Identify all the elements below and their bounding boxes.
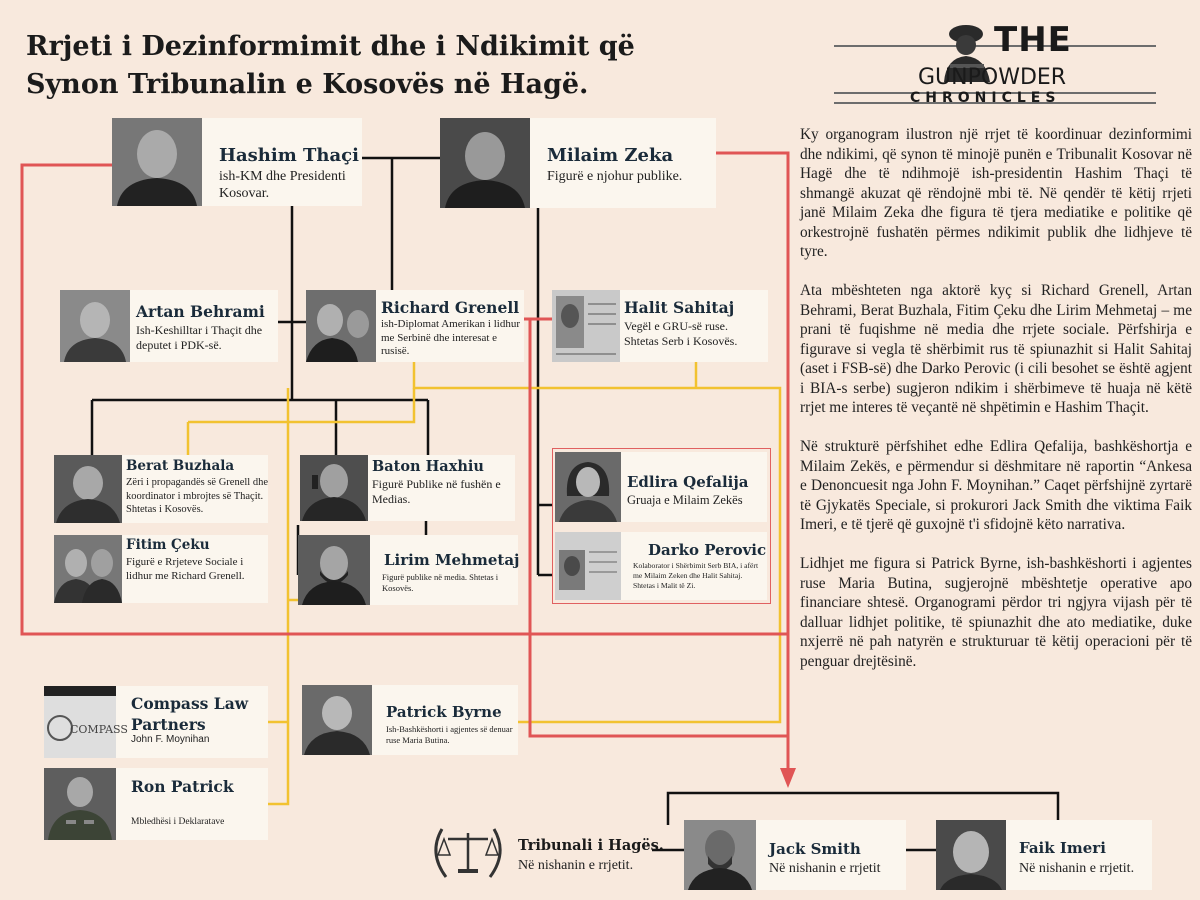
role-hashim-thaci: ish-KM dhe Presidenti Kosovar.: [219, 169, 346, 201]
card-edlira-qefalija: [555, 452, 767, 522]
role-richard-grenell: ish-Diplomat Amerikan i lidhur me Serbinë dhe interesat e rusisë.: [381, 318, 521, 357]
card-faik-imeri: [936, 820, 1152, 890]
card-milaim-zeka: [440, 118, 716, 208]
name-milaim-zeka: Milaim Zeka: [547, 145, 674, 166]
role-fitim-ceku: Figurë e Rrjeteve Sociale i lidhur me Richard Grenell.: [126, 556, 245, 582]
role-darko-perovic: Kolaborator i Shërbimit Serb BIA, i afërt me Milaim Zeken dhe Halit Sahitaj. Shtetas i Malit të Zi.: [633, 561, 759, 590]
description-paragraph-3: Në strukturë përfshihet edhe Edlira Qefalija, bashkëshortja e Milaim Zekës, e përmendur si dëshmitare në raportin “Ankesa e Denoncuesit nga John F. Moynihan.” Caqet përfshijnë zyrtarë të Gjykatës Speciale, si prokurori Jack Smith dhe viktima Faik Imeri, e të tjerë që guxojnë t'i sfidojnë këto narrativa.: [800, 438, 1192, 533]
portrait-darko-perovic: [555, 532, 621, 600]
logo-chronicles: CHRONICLES: [910, 90, 1061, 106]
name-halit-sahitaj: Halit Sahitaj: [624, 298, 735, 317]
description-paragraph-1: Ky organogram ilustron një rrjet të koordinuar dezinformimi dhe ndikimi, që synon të minojë punën e Tribunalit Kosovar në Hagë dhe të ndihmojë ish-presidentin Hashim Thaçi të shmangë akuzat që rëndojnë mbi të. Në qendër të këtij rrjeti janë Milaim Zeka dhe figura të tjera mediatike e politike që orkestrojnë fushatën përmes ndikimit publik dhe lidhjeve të tyre.: [800, 126, 1192, 260]
name-tribunali-i-hages: Tribunali i Hagës.: [518, 837, 664, 854]
name-edlira-qefalija: Edlira Qefalija: [627, 473, 749, 491]
role-ron-patrick: Mbledhësi i Deklaratave: [131, 817, 225, 827]
portrait-milaim-zeka: [440, 118, 530, 208]
portrait-jack-smith: [684, 820, 756, 890]
role-patrick-byrne: Ish-Bashkëshorti i agjentes së denuar ruse Maria Butina.: [386, 724, 513, 745]
name-compass-law-partners: Compass Law Partners: [131, 694, 249, 734]
role-artan-behrami: Ish-Keshilltar i Thaçit dhe deputet i PDK-së.: [136, 323, 263, 352]
role-compass-law-partners: John F. Moynihan: [131, 734, 210, 745]
logo-the: THE: [994, 20, 1072, 60]
name-lirim-mehmetaj: Lirim Mehmetaj: [384, 551, 520, 569]
card-berat-buzhala: [54, 455, 268, 523]
card-compass-law-partners: [44, 686, 268, 758]
name-richard-grenell: Richard Grenell: [381, 298, 520, 317]
name-fitim-ceku: Fitim Çeku: [126, 537, 210, 553]
name-artan-behrami: Artan Behrami: [136, 302, 265, 321]
portrait-halit-sahitaj: [552, 290, 620, 362]
portrait-fitim-ceku: [54, 535, 122, 603]
page-title: Rrjeti i Dezinformimit dhe i Ndikimit që Synon Tribunalin e Kosovës në Hagë.: [26, 31, 635, 100]
portrait-baton-haxhiu: [300, 455, 368, 521]
portrait-artan-behrami: [60, 290, 130, 362]
card-fitim-ceku: [54, 535, 268, 603]
portrait-faik-imeri: [936, 820, 1006, 890]
portrait-patrick-byrne: [302, 685, 372, 755]
portrait-berat-buzhala: [54, 455, 122, 523]
card-lirim-mehmetaj: [298, 535, 518, 605]
name-hashim-thaci: Hashim Thaçi: [219, 145, 359, 166]
scales-of-justice-icon: [424, 817, 512, 887]
card-baton-haxhiu: [300, 455, 515, 521]
card-hashim-thaci: [112, 118, 362, 206]
name-darko-perovic: Darko Perovic: [648, 541, 767, 559]
role-edlira-qefalija: Gruaja e Milaim Zekës: [627, 493, 743, 507]
arrow-head-icon: [780, 768, 796, 788]
role-baton-haxhiu: Figurë Publike në fushën e Medias.: [372, 477, 501, 506]
portrait-hashim-thaci: [112, 118, 202, 206]
role-lirim-mehmetaj: Figurë publike në media. Shtetas i Kosovës.: [382, 572, 499, 593]
role-berat-buzhala: Zëri i propagandës së Grenell dhe koordinator i mbrojtes së Thaçit. Shtetas i Kosovës.: [126, 477, 268, 515]
portrait-edlira-qefalija: [555, 452, 621, 522]
role-tribunali-i-hages: Në nishanin e rrjetit.: [518, 858, 634, 873]
role-halit-sahitaj: Vegël e GRU-së ruse. Shtetas Serb i Kosovës.: [624, 319, 738, 348]
name-baton-haxhiu: Baton Haxhiu: [372, 458, 484, 475]
card-jack-smith: [684, 820, 906, 890]
name-patrick-byrne: Patrick Byrne: [386, 703, 502, 721]
logo-gunpowder: GUNPOWDER: [918, 65, 1067, 90]
name-ron-patrick: Ron Patrick: [131, 777, 234, 796]
role-milaim-zeka: Figurë e njohur publike.: [547, 169, 683, 184]
card-darko-perovic: [555, 532, 767, 600]
portrait-ron-patrick: [44, 768, 116, 840]
card-halit-sahitaj: [552, 290, 768, 362]
card-richard-grenell: [306, 290, 524, 362]
card-patrick-byrne: [302, 685, 518, 755]
card-ron-patrick: [44, 768, 268, 840]
card-tribunali-i-hages: [420, 815, 664, 887]
name-jack-smith: Jack Smith: [769, 840, 861, 858]
description-paragraph-2: Ata mbështeten nga aktorë kyç si Richard Grenell, Artan Behrami, Berat Buzhala, Fitim Çeku dhe Lirim Mehmetaj – me prani të fuqishme në media dhe rrjete sociale. Përfshirja e figurave si vegla të shërbimit rus të spiunazhit si Halit Sahitaj (aset i FSB-së) dhe Darko Perovic (i cili besohet se është agjent i BIA-s serbe) sugjeron ndikim i shërbimeve të huaja në këtë rrjet me interes të veçantë në shpëtimin e Hashim Thaçit.: [800, 282, 1192, 416]
card-artan-behrami: [60, 290, 278, 362]
logo-compass-law-partners: [44, 686, 128, 758]
description-paragraph-4: Lidhjet me figura si Patrick Byrne, ish-bashkëshorti i agjentes ruse Maria Butina, sugjerojnë mbështetje operative apo financiare shtesë. Organogrami përdor tri ngjyra vijash për të dalluar lidhjet politike, të spiunazhit dhe ato mediatike, duke nxjerrë në pah natyrën e strukturuar të këtij operacioni për të penguar drejtësinë.: [800, 555, 1192, 670]
name-berat-buzhala: Berat Buzhala: [126, 458, 235, 474]
role-faik-imeri: Në nishanin e rrjetit.: [1019, 861, 1135, 876]
portrait-richard-grenell: [306, 290, 376, 362]
portrait-lirim-mehmetaj: [298, 535, 370, 605]
role-jack-smith: Në nishanin e rrjetit: [769, 861, 881, 876]
compass-logo-text: COMPASS: [70, 723, 128, 736]
name-faik-imeri: Faik Imeri: [1019, 839, 1106, 857]
